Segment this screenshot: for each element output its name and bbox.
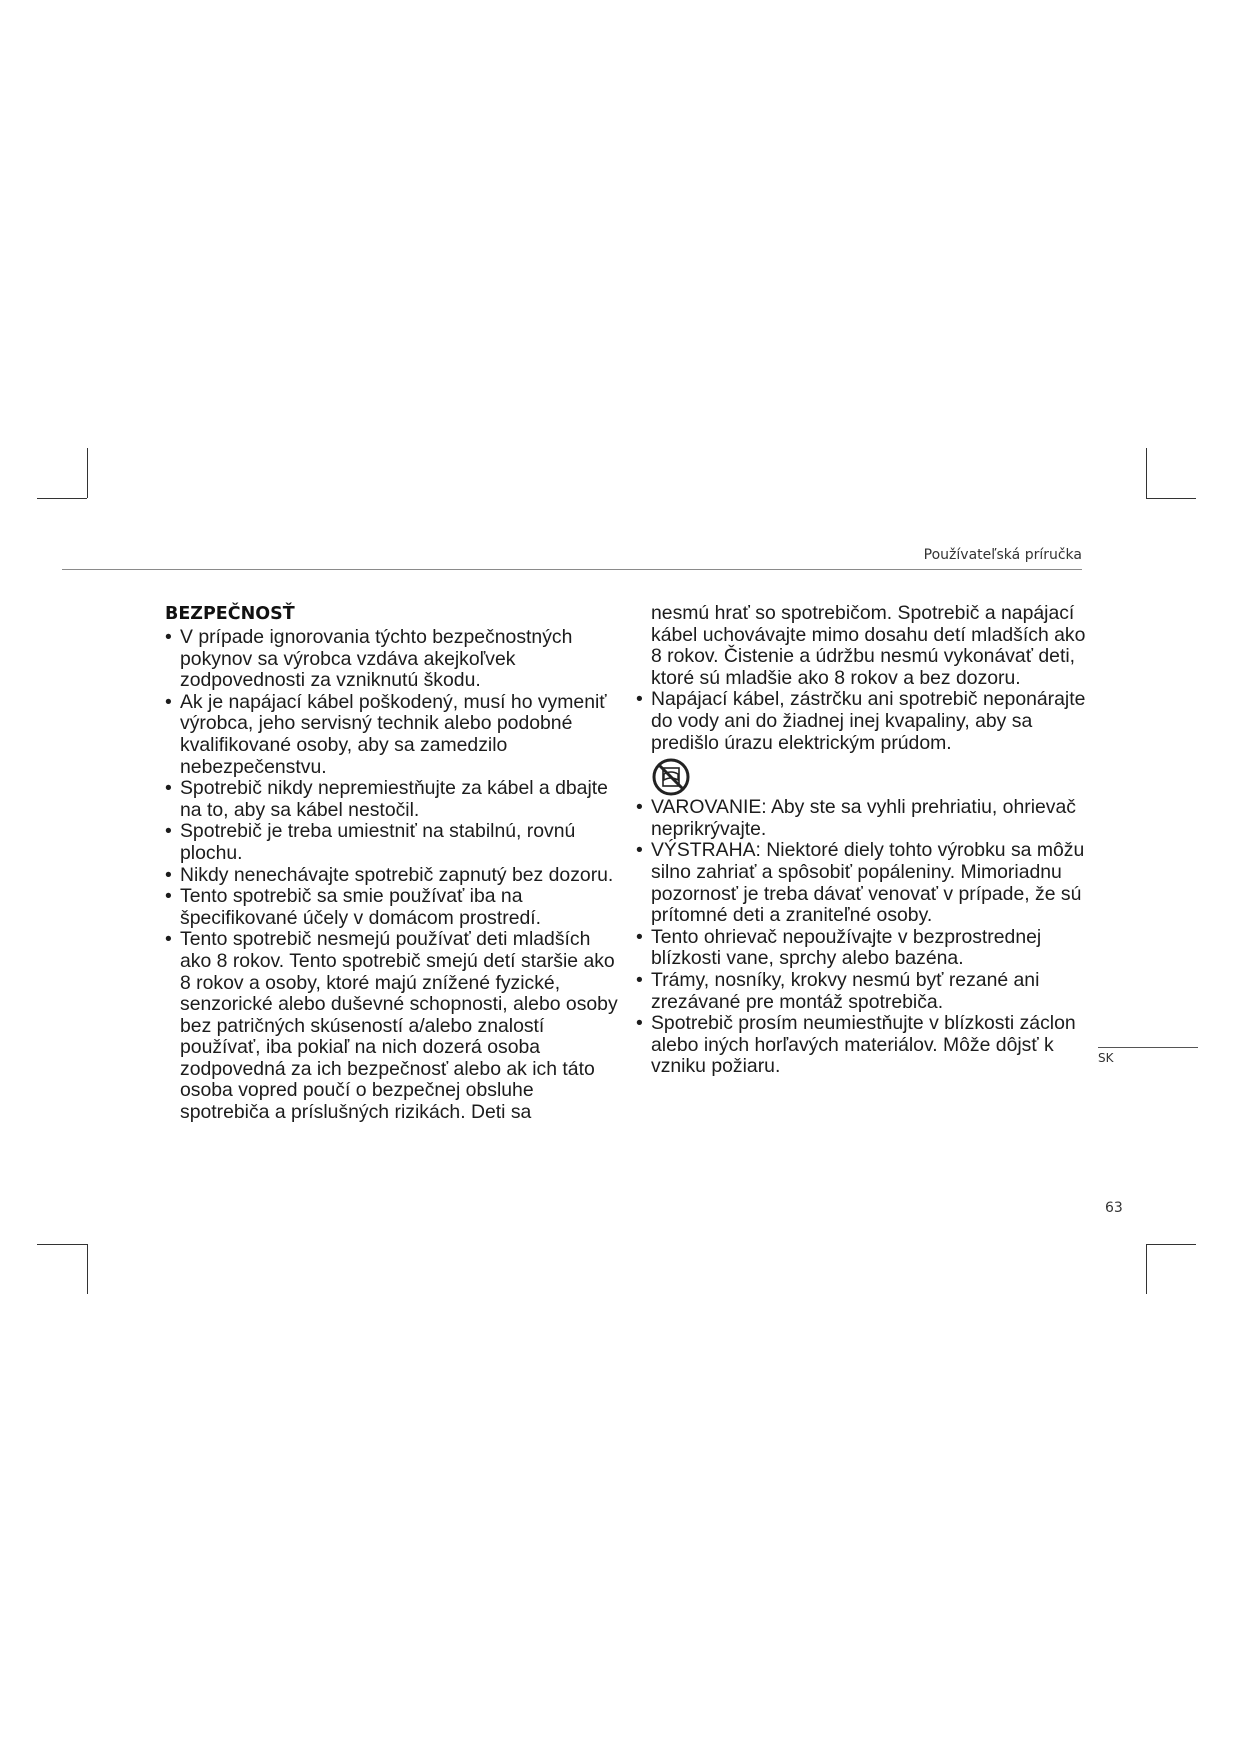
list-item: • Napájací kábel, zástrčku ani spotrebič neponárajte do vody ani do žiadnej inej kvapaliny, aby sa predišlo úrazu elektrickým prúdom. <box>636 689 1091 754</box>
list-item: • Spotrebič je treba umiestniť na stabilnú, rovnú plochu. <box>165 821 620 864</box>
list-item: • Tento spotrebič sa smie používať iba na špecifikované účely v domácom prostredí. <box>165 886 620 929</box>
right-column <box>636 603 1091 1078</box>
list-item: • V prípade ignorovania týchto bezpečnostných pokynov sa výrobca vzdáva akejkoľvek zodpovednosti za vzniknutú škodu. <box>165 627 620 692</box>
list-item: • Ak je napájací kábel poškodený, musí ho vymeniť výrobca, jeho servisný technik alebo podobné kvalifikované osoby, aby sa zamedzilo nebezpečenstvu. <box>165 692 620 778</box>
page-number: 63 <box>1105 1200 1123 1216</box>
list-item: • Spotrebič nikdy nepremiestňujte za kábel a dbajte na to, aby sa kábel nestočil. <box>165 778 620 821</box>
safety-list-right-top <box>636 689 1091 754</box>
language-label: SK <box>1098 1051 1114 1065</box>
running-header: Používateľská príručka <box>923 547 1082 563</box>
list-item: • Tento spotrebič nesmejú používať deti mladších ako 8 rokov. Tento spotrebič smejú detí staršie ako 8 rokov a osoby, ktoré majú znížené fyzické, senzorické alebo duševné schopnosti, alebo osoby bez patričných skúseností a/alebo znalostí používať, iba pokiaľ na nich dozerá osoba zodpovedná za ich bezpečnosť alebo ak ich táto osoba vopred poučí o bezpečnej obsluhe spotrebiča a príslušných rizikách. Deti sa <box>165 929 620 1123</box>
section-title: BEZPEČNOSŤ <box>165 604 295 624</box>
list-item: • Trámy, nosníky, krokvy nesmú byť rezané ani zrezávané pre montáž spotrebiča. <box>636 970 1091 1013</box>
safety-list-right-bottom <box>636 797 1091 1078</box>
warning-icon-row <box>636 757 1091 797</box>
list-item: • VAROVANIE: Aby ste sa vyhli prehriatiu, ohrievač neprikrývajte. <box>636 797 1091 840</box>
list-item: • Spotrebič prosím neumiestňujte v blízkosti záclon alebo iných horľavých materiálov. Môže dôjsť k vzniku požiaru. <box>636 1013 1091 1078</box>
list-item: • Nikdy nenechávajte spotrebič zapnutý bez dozoru. <box>165 865 620 887</box>
side-label-rule <box>1098 1047 1198 1048</box>
header-rule <box>62 569 1082 570</box>
left-column <box>165 603 620 1124</box>
safety-list-left <box>165 627 620 1124</box>
list-item: • VÝSTRAHA: Niektoré diely tohto výrobku sa môžu silno zahriať a spôsobiť popáleniny. Mimoriadnu pozornosť je treba dávať venovať v prípade, že sú prítomné deti a zraniteľné osoby. <box>636 840 1091 926</box>
list-item: • Tento ohrievač nepoužívajte v bezprostrednej blízkosti vane, sprchy alebo bazéna. <box>636 927 1091 970</box>
continued-paragraph: nesmú hrať so spotrebičom. Spotrebič a napájací kábel uchovávajte mimo dosahu detí mladších ako 8 rokov. Čistenie a údržbu nesmú vykonávať deti, ktoré sú mladšie ako 8 rokov a bez dozoru. <box>651 602 1086 689</box>
do-not-cover-icon <box>651 757 691 797</box>
